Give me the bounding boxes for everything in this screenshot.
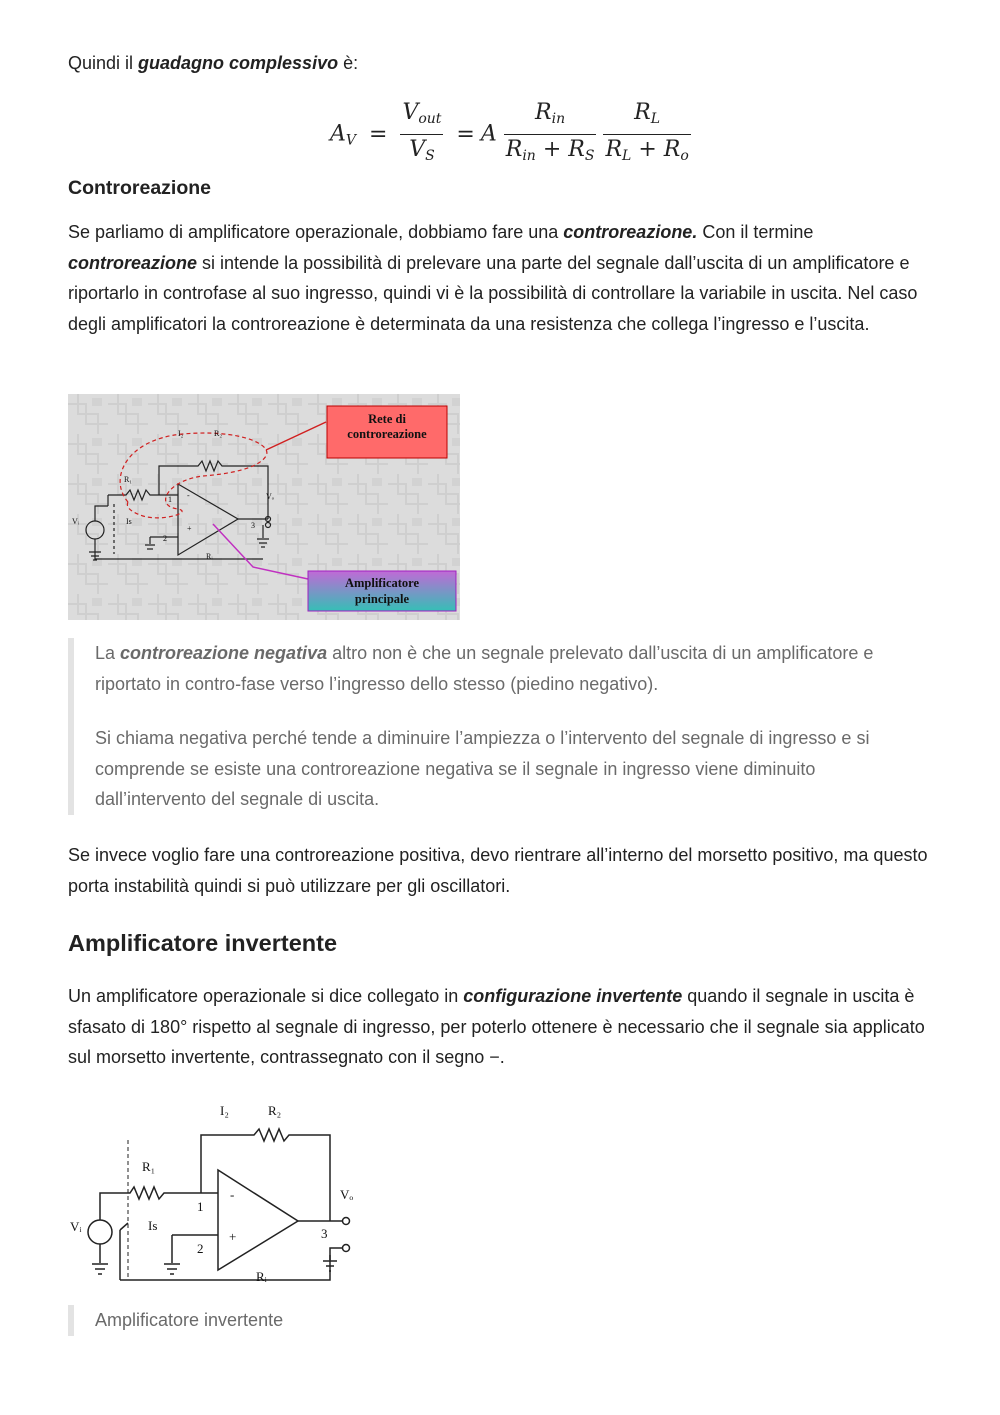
bold-text: controreazione [68, 252, 198, 273]
label-plus: + [187, 524, 192, 533]
bold-text: controreazione. [563, 222, 698, 242]
label-vi: Vᵢ [72, 517, 80, 526]
text: La [95, 643, 121, 663]
label-n1: 1 [168, 495, 172, 504]
positive-feedback-paragraph: Se invece voglio fare una controreazione positiva, devo rientrare all’interno del morsetto positivo, ma questo porta instabilità quindi si può utilizzare per gli oscillatori. [68, 845, 928, 896]
label-n3: 3 [251, 521, 255, 530]
gain-formula [330, 98, 691, 171]
label-is: Is [148, 1218, 158, 1233]
intro-after: è: [338, 53, 359, 73]
formula-plus1: + [542, 137, 562, 162]
formula-v2: V [409, 137, 426, 162]
formula-r5: R [605, 137, 623, 162]
label-n1: 1 [197, 1199, 204, 1214]
formula-s-sub2: S [584, 148, 595, 164]
label-is: Is [126, 517, 132, 526]
feedback-circuit-figure [68, 394, 460, 620]
bold-text: controreazione negativa [120, 643, 328, 663]
section-title-amplificatore-invertente: Amplificatore invertente [68, 930, 338, 956]
inverting-amp-paragraph [68, 981, 938, 1073]
label-vo: Vₒ [340, 1187, 354, 1202]
label-minus: - [187, 491, 190, 500]
label-r1: R₁ [142, 1159, 156, 1174]
feedback-box-line1: Rete di [368, 412, 406, 426]
text: Se parliamo di amplificatore operazionale, dobbiamo fare una [68, 222, 564, 242]
bold-text: configurazione invertente [463, 986, 683, 1006]
formula-r2: R [505, 137, 523, 162]
label-minus: - [230, 1187, 235, 1202]
label-i2: I₂ [178, 429, 184, 438]
formula-r3: R [568, 137, 585, 162]
label-n2: 2 [163, 534, 167, 543]
text: Un amplificatore operazionale si dice collegato in [68, 986, 464, 1006]
text: quando il segnale in uscita è sfasato di 180° rispetto al segnale di ingresso, per poterlo ottenere è necessario che il segnale sia applicato sul morsetto invertente, contrassegnato con il segno −. [68, 986, 925, 1067]
intro-paragraph [68, 48, 932, 79]
label-vi: Vᵢ [70, 1219, 82, 1234]
formula-s-sub: S [425, 148, 435, 164]
formula-l-sub2: L [622, 148, 632, 164]
intro-text: Quindi il [68, 53, 139, 73]
label-plus: + [229, 1229, 237, 1244]
label-i2: I₂ [220, 1103, 229, 1118]
text: Con il termine [697, 222, 814, 242]
label-r2: R₂ [214, 429, 223, 438]
formula-frac-vout [400, 98, 443, 171]
amp-box-line1: Amplificatore [344, 576, 420, 590]
text: si intende la possibilità di prelevare una parte del segnale dall’uscita di un amplificatore e riportarlo in controfase al suo ingresso, quindi vi è la possibilità di controllare la variabile in uscita. Nel caso degli amplificatori la controreazione è determinata da una resistenza che collega l’ingresso e l’uscita. [68, 252, 918, 334]
formula-eq1: = [369, 121, 388, 147]
formula-in-sub1: in [551, 111, 566, 127]
quote-paragraph-2: Si chiama negativa perché tende a diminuire l’ampiezza o l’intervento del segnale di ingresso e si comprende se esiste una controreazione negativa se il segnale in ingresso viene diminuito dall’intervento del segnale di uscita. [95, 728, 870, 809]
blockquote-negative-feedback [68, 638, 889, 815]
formula-r4: R [634, 100, 651, 125]
caption-text: Amplificatore invertente [95, 1310, 284, 1330]
formula-out-sub: out [418, 111, 442, 127]
label-r1: R₁ [124, 475, 133, 484]
controreazione-paragraph [68, 217, 938, 339]
label-n2: 2 [197, 1241, 204, 1256]
formula-r6: R [663, 137, 681, 162]
figure-caption [68, 1305, 283, 1336]
formula-av: A [330, 121, 346, 147]
text: altro non è che un segnale prelevato dall’uscita di un amplificatore e riportato in contro-fase verso l’ingresso dello stesso (piedino negativo). [95, 643, 874, 694]
formula-r1: R [535, 100, 552, 125]
formula-l-sub1: L [650, 111, 661, 127]
feedback-box-line2: controreazione [347, 427, 427, 441]
formula-v1: V [402, 100, 419, 125]
formula-a: A [480, 121, 497, 147]
label-vo: Vₒ [266, 492, 275, 501]
label-r2: R₂ [268, 1103, 282, 1118]
formula-o-sub: o [680, 148, 689, 164]
label-ri: Rᵢ [206, 552, 213, 561]
quote-paragraph-1 [95, 638, 889, 699]
label-n3: 3 [321, 1226, 328, 1241]
formula-eq2: = [456, 121, 475, 147]
formula-plus2: + [638, 137, 657, 162]
formula-av-sub: V [345, 132, 357, 149]
inverting-amplifier-figure [68, 1095, 368, 1290]
amp-box-line2: principale [354, 592, 410, 606]
formula-in-sub2: in [522, 148, 536, 164]
section-title-controreazione: Controreazione [68, 177, 212, 199]
formula-frac-rl [603, 98, 690, 171]
formula-frac-rin [504, 98, 597, 171]
intro-bold: guadagno complessivo [138, 53, 339, 73]
label-ri: Rᵢ [256, 1269, 267, 1284]
